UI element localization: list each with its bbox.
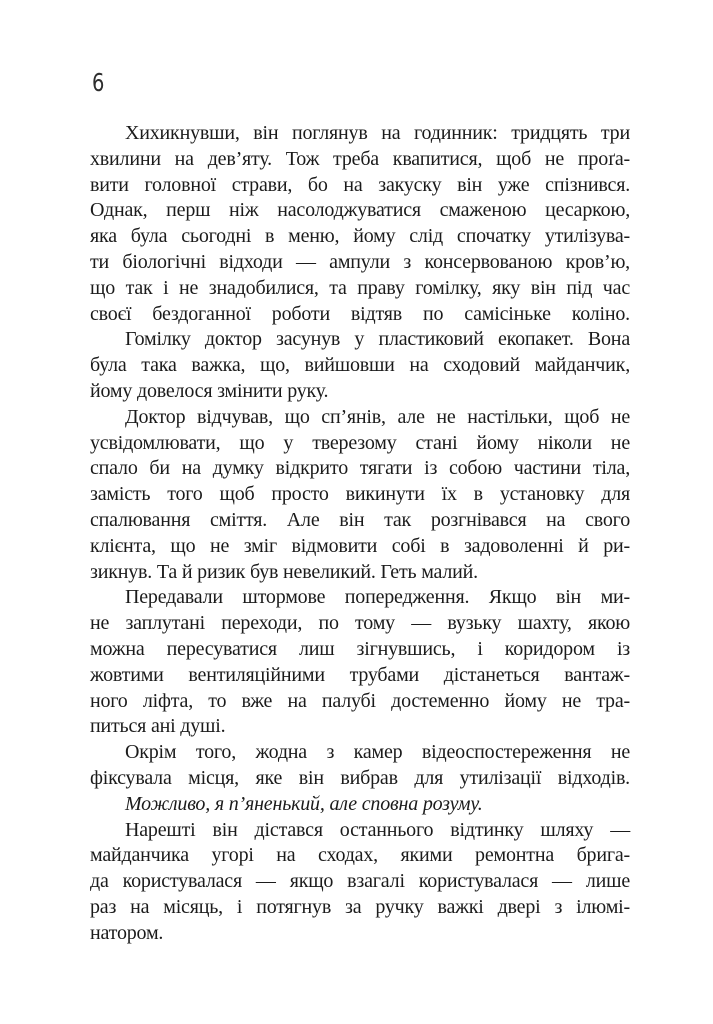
paragraph bbox=[90, 818, 630, 947]
text-line: була така важка, що, вийшовши на сходовий майданчик, bbox=[90, 354, 630, 377]
paragraph bbox=[90, 585, 630, 740]
text-line: йому довелося змінити руку. bbox=[90, 379, 329, 402]
text-line: Передавали штормове попередження. Якщо він ми- bbox=[125, 586, 630, 609]
text-line: усвідомлювати, що у тверезому стані йому ніколи не bbox=[90, 431, 630, 454]
paragraph bbox=[90, 327, 630, 404]
text-line: натором. bbox=[90, 921, 164, 944]
paragraph bbox=[90, 121, 630, 327]
text-line: Однак, перш ніж насолоджуватися смаженою цесаркою, bbox=[90, 199, 630, 222]
text-line: Можливо, я п’яненький, але сповна розуму. bbox=[125, 792, 483, 815]
text-line: фіксувала місця, яке він вибрав для утилізації відходів. bbox=[90, 766, 630, 789]
paragraph bbox=[90, 792, 630, 818]
text-line: своєї бездоганної роботи відтяв по самісіньке коліно. bbox=[90, 302, 630, 325]
text-line: ного ліфта, то вже на палубі достеменно йому не тра- bbox=[90, 689, 630, 712]
text-line: спало би на думку відкрито тягати із собою частини тіла, bbox=[90, 457, 630, 480]
text-line: питься ані душі. bbox=[90, 715, 226, 738]
text-line: не заплутані переходи, по тому — вузьку шахту, якою bbox=[90, 612, 630, 635]
text-line: да користувалася — якщо взагалі користувалася — лише bbox=[90, 870, 630, 893]
page-number: 6 bbox=[92, 68, 105, 97]
text-line: жовтими вентиляційними трубами дістанеться вантаж- bbox=[90, 663, 630, 686]
text-line: спалювання сміття. Але він так розгнівався на свого bbox=[90, 508, 630, 531]
text-line: зикнув. Та й ризик був невеликий. Геть малий. bbox=[90, 560, 478, 583]
text-line: клієнта, що не зміг відмовити собі в задоволенні й ри- bbox=[90, 534, 630, 557]
text-line: замість того щоб просто викинути їх в установку для bbox=[90, 483, 630, 506]
text-line: вити головної страви, бо на закуску він уже спізнився. bbox=[90, 173, 630, 196]
text-line: Доктор відчував, що сп’янів, але не настільки, щоб не bbox=[125, 405, 630, 428]
text-line: можна пересуватися лиш зігнувшись, і коридором із bbox=[90, 637, 630, 660]
text-line: Нарешті він дістався останнього відтинку шляху — bbox=[125, 818, 630, 841]
text-line: ти біологічні відходи — ампули з консервованою кров’ю, bbox=[90, 250, 630, 273]
text-line: раз на місяць, і потягнув за ручку важкі двері з ілюмі- bbox=[90, 895, 630, 918]
paragraph bbox=[90, 405, 630, 586]
text-block bbox=[90, 121, 630, 947]
text-line: Хихикнувши, він поглянув на годинник: тридцять три bbox=[125, 122, 630, 144]
text-line: хвилини на дев’яту. Тож треба квапитися, щоб не проґа- bbox=[90, 147, 630, 170]
text-line: Гомілку доктор засунув у пластиковий екопакет. Вона bbox=[125, 328, 630, 351]
text-line: яка була сьогодні в меню, йому слід спочатку утилізува- bbox=[90, 225, 630, 248]
text-line: Окрім того, жодна з камер відеоспостереження не bbox=[125, 741, 630, 764]
paragraph bbox=[90, 740, 630, 792]
text-line: майданчика угорі на сходах, якими ремонтна брига- bbox=[90, 844, 630, 867]
text-line: що так і не знадобилися, та праву гомілку, яку він під час bbox=[90, 276, 630, 299]
